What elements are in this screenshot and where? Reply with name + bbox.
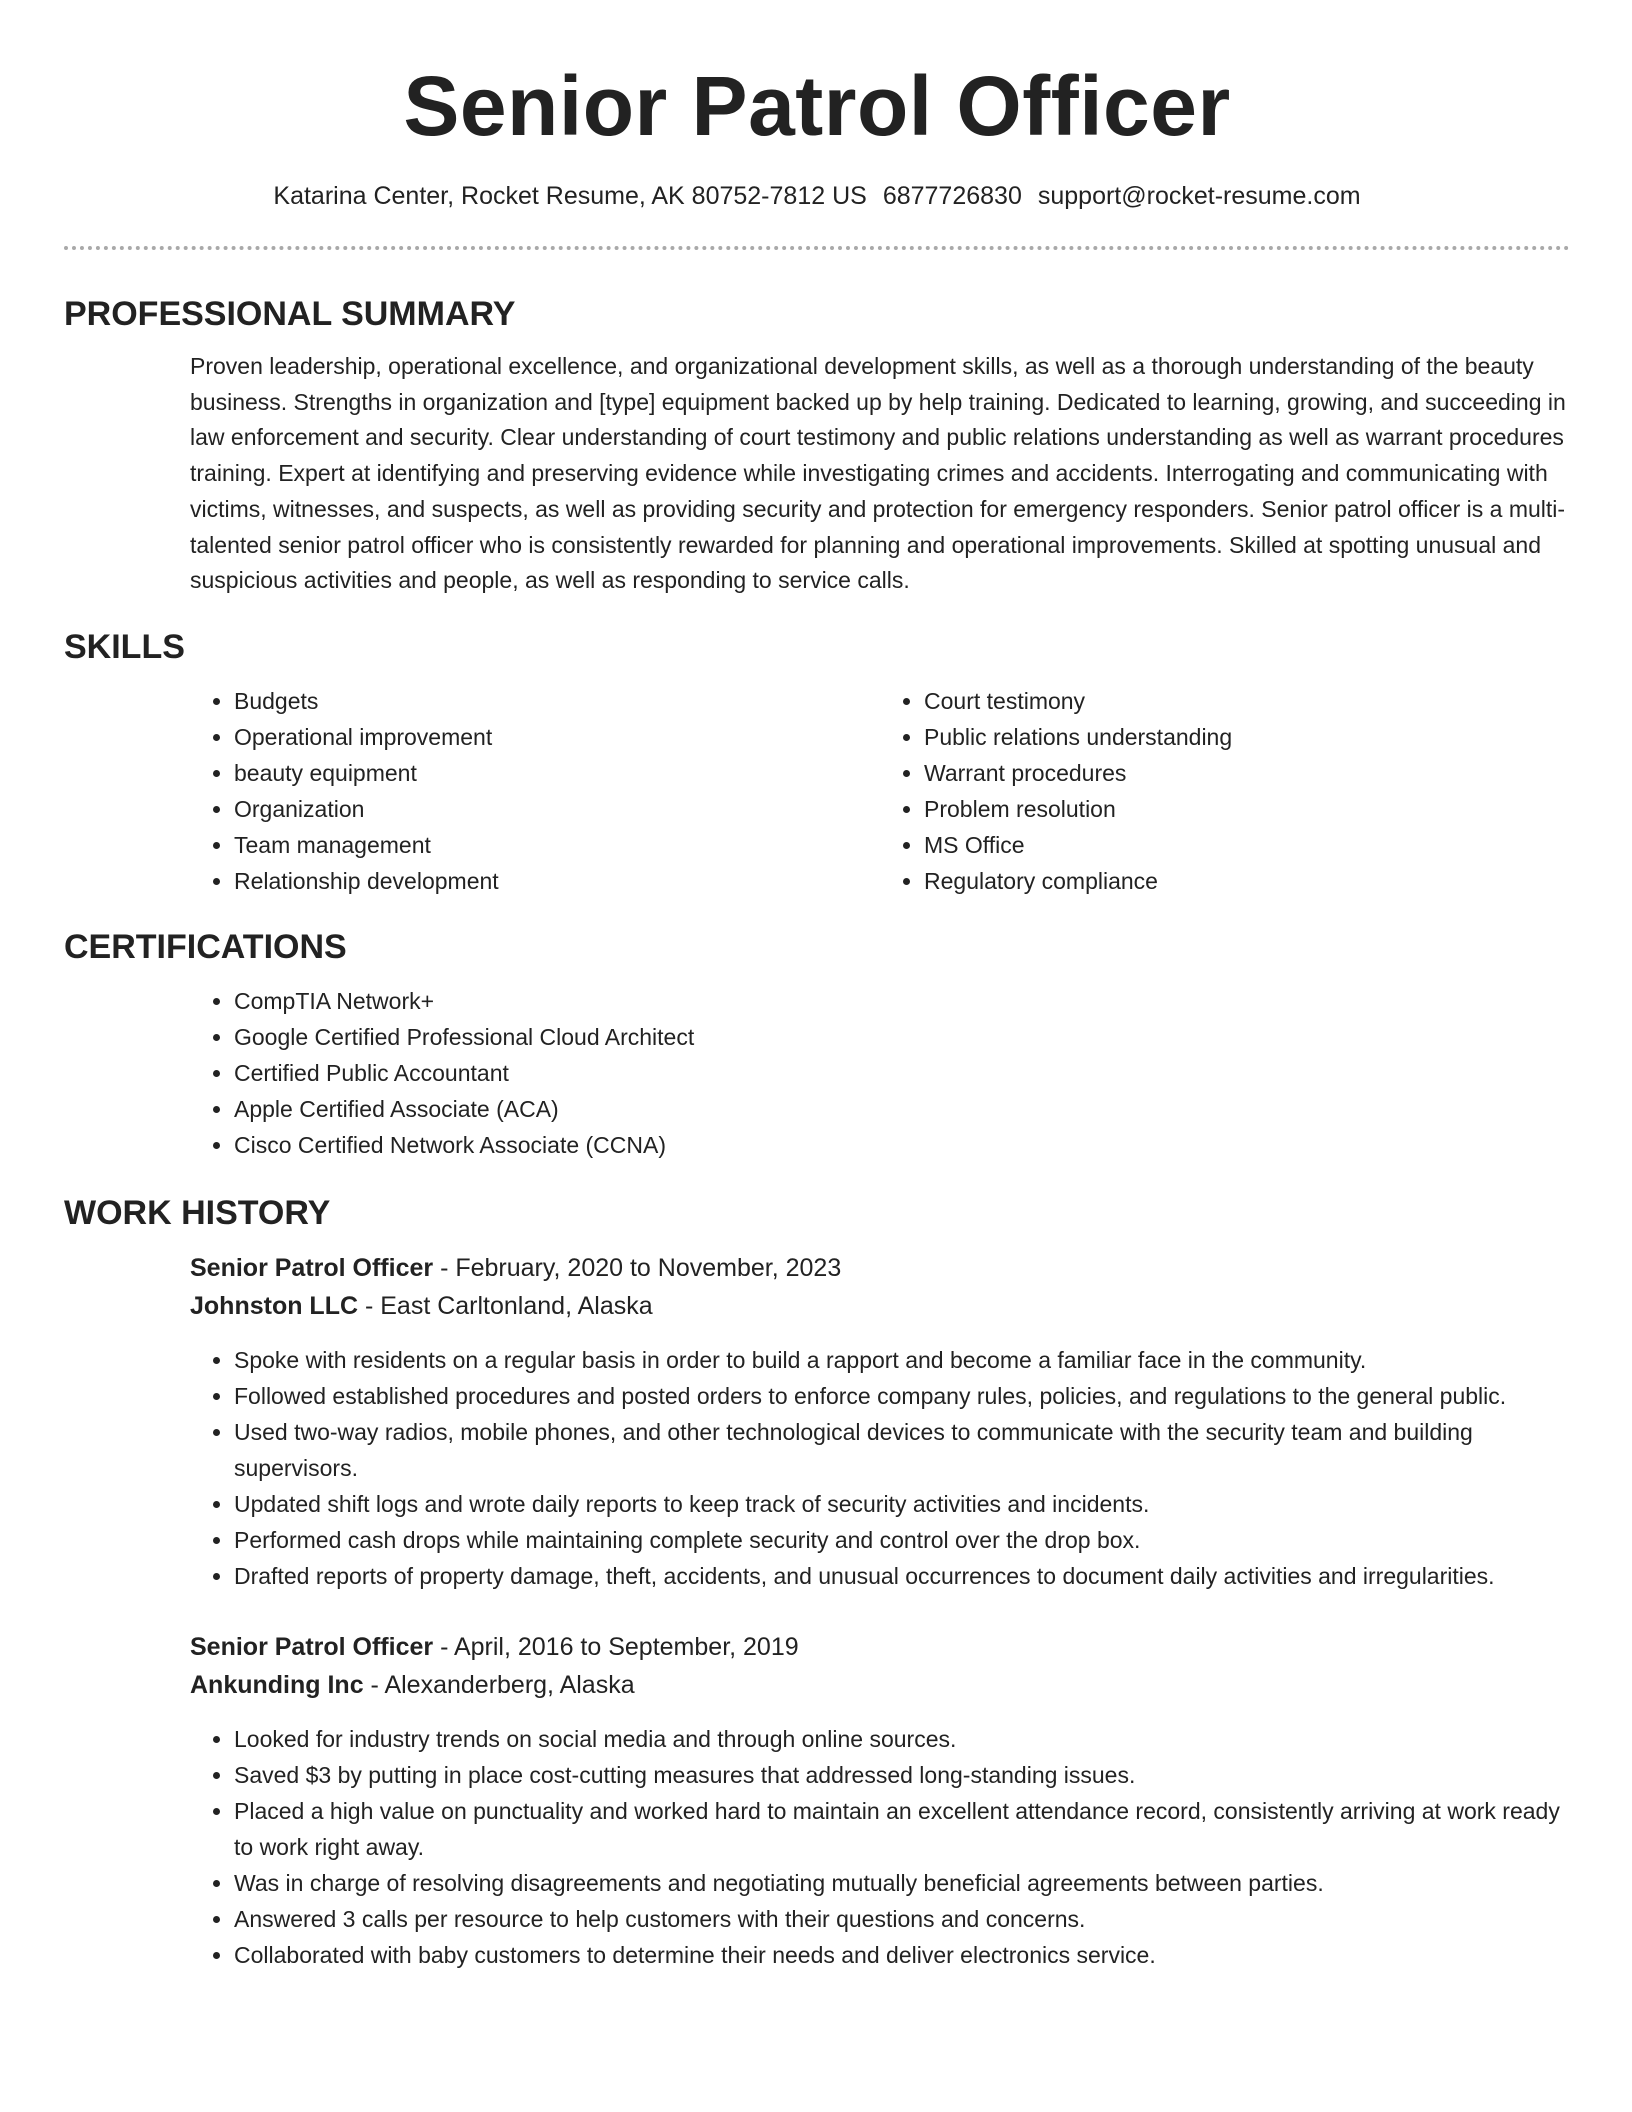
job-dates: - February, 2020 to November, 2023 — [433, 1253, 842, 1282]
job-entry — [190, 1628, 1570, 1973]
certifications-list — [190, 983, 1570, 1163]
job-duty: • Spoke with residents on a regular basis in order to build a rapport and become a familiar face in the community. — [234, 1342, 1570, 1378]
job-duties — [190, 1342, 1570, 1594]
certifications-heading: CERTIFICATIONS — [64, 927, 347, 966]
contact-email[interactable]: support@rocket-resume.com — [1037, 182, 1361, 210]
certification-item: • Google Certified Professional Cloud Architect — [234, 1019, 1570, 1055]
job-duty: • Collaborated with baby customers to determine their needs and deliver electronics service. — [234, 1937, 1570, 1973]
skill-item: • Operational improvement — [234, 719, 880, 755]
job-title-line — [190, 1628, 1570, 1666]
job-role: Senior Patrol Officer — [190, 1253, 434, 1282]
skill-item: • Court testimony — [924, 683, 1570, 719]
skill-item: • MS Office — [924, 827, 1570, 863]
job-duty: • Updated shift logs and wrote daily reports to keep track of security activities and incidents. — [234, 1486, 1570, 1522]
job-duty: • Followed established procedures and posted orders to enforce company rules, policies, and regulations to the general public. — [234, 1378, 1570, 1414]
job-company-line — [190, 1666, 1570, 1704]
certification-item: • Apple Certified Associate (ACA) — [234, 1091, 1570, 1127]
job-entry — [190, 1249, 1570, 1594]
summary-heading: PROFESSIONAL SUMMARY — [64, 295, 516, 333]
skills-list — [190, 683, 1570, 899]
job-duties — [190, 1721, 1570, 1973]
job-dates: - April, 2016 to September, 2019 — [433, 1632, 799, 1661]
job-title-line — [190, 1249, 1570, 1287]
certification-item: • Cisco Certified Network Associate (CCNA) — [234, 1127, 1570, 1163]
resume-page — [64, 0, 1570, 1973]
skill-item: • beauty equipment — [234, 755, 880, 791]
job-role: Senior Patrol Officer — [190, 1632, 434, 1661]
job-company-line — [190, 1287, 1570, 1325]
skills-heading: SKILLS — [64, 627, 185, 666]
summary-text: Proven leadership, operational excellence, and organizational development skills, as well as a thorough understanding of the beauty business. Strengths in organization and [type] equipment backed up by help training. Dedicated to learning, growing, and succeeding in law enforcement and security. Clear understanding of court testimony and public relations understanding as well as warrant procedures training. Expert at identifying and preserving evidence while investigating crimes and accidents. Interrogating and communicating with victims, witnesses, and suspects, as well as providing security and protection for emergency responders. Senior patrol officer is a multi-talented senior patrol officer who is consistently rewarded for planning and operational improvements. Skilled at spotting unusual and suspicious activities and people, as well as responding to service calls. — [190, 353, 1566, 594]
job-company: Johnston LLC — [190, 1291, 359, 1320]
skill-item: • Public relations understanding — [924, 719, 1570, 755]
resume-name: Senior Patrol Officer — [403, 59, 1231, 153]
job-duty: • Saved $3 by putting in place cost-cutting measures that addressed long-standing issues. — [234, 1757, 1570, 1793]
skill-item: • Regulatory compliance — [924, 863, 1570, 899]
work-history-heading: WORK HISTORY — [64, 1193, 331, 1232]
job-duty: • Performed cash drops while maintaining complete security and control over the drop box. — [234, 1522, 1570, 1558]
skill-item: • Budgets — [234, 683, 880, 719]
skills-column-left — [190, 683, 880, 899]
job-duty: • Used two-way radios, mobile phones, and other technological devices to communicate with the security team and building supervisors. — [234, 1414, 1570, 1486]
skill-item: • Warrant procedures — [924, 755, 1570, 791]
contact-line — [64, 180, 1570, 212]
job-duty: • Placed a high value on punctuality and worked hard to maintain an excellent attendance record, consistently arriving at work ready to work right away. — [234, 1793, 1570, 1865]
header-divider — [64, 246, 1570, 250]
skills-column-right — [880, 683, 1570, 899]
job-duty: • Was in charge of resolving disagreements and negotiating mutually beneficial agreements between parties. — [234, 1865, 1570, 1901]
contact-address: Katarina Center, Rocket Resume, AK 80752-7812 US — [273, 182, 867, 210]
job-duty: • Drafted reports of property damage, theft, accidents, and unusual occurrences to document daily activities and irregularities. — [234, 1558, 1570, 1594]
job-duty: • Answered 3 calls per resource to help customers with their questions and concerns. — [234, 1901, 1570, 1937]
contact-phone: 6877726830 — [882, 182, 1022, 210]
job-duty: • Looked for industry trends on social media and through online sources. — [234, 1721, 1570, 1757]
skill-item: • Team management — [234, 827, 880, 863]
skill-item: • Problem resolution — [924, 791, 1570, 827]
certification-item: • CompTIA Network+ — [234, 983, 1570, 1019]
job-company: Ankunding Inc — [190, 1670, 364, 1699]
certification-item: • Certified Public Accountant — [234, 1055, 1570, 1091]
job-location: - East Carltonland, Alaska — [358, 1291, 653, 1320]
skill-item: • Organization — [234, 791, 880, 827]
job-location: - Alexanderberg, Alaska — [363, 1670, 635, 1699]
skill-item: • Relationship development — [234, 863, 880, 899]
